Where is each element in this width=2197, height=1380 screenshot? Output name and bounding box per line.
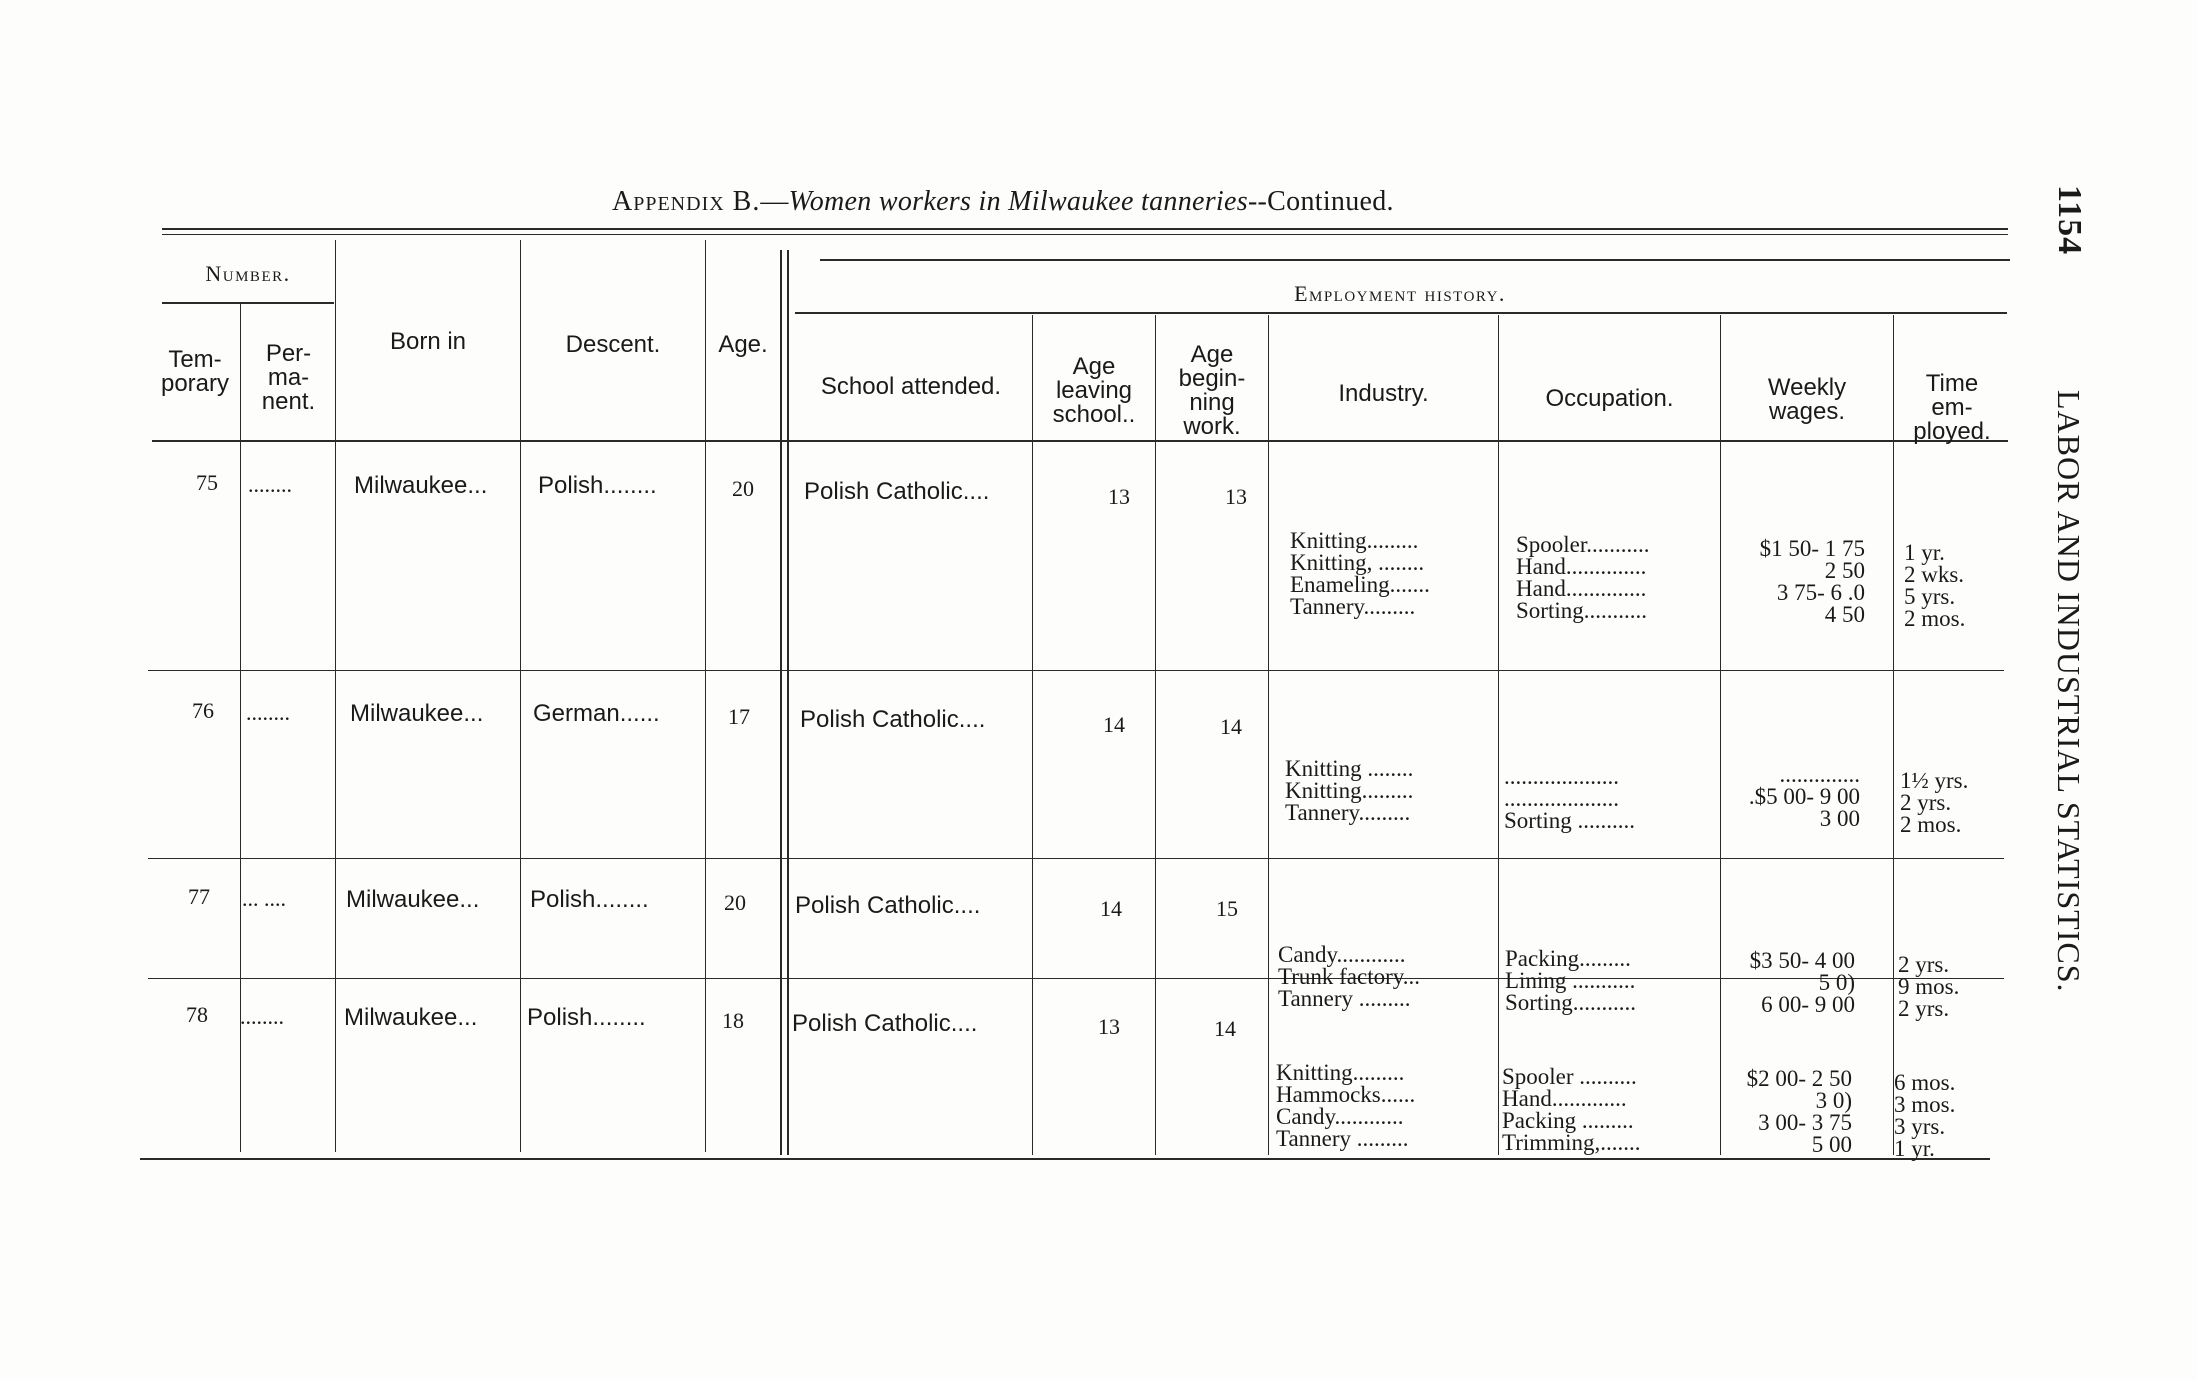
cell-industry: Candy............ Trunk factory... Tannery .........	[1278, 942, 1421, 1011]
header-born-in: Born in	[389, 328, 467, 355]
col-rule-school-leaving	[1032, 315, 1033, 1155]
header-employment-history: Employment history.	[1294, 281, 1506, 306]
cell-permanent: ........	[248, 472, 292, 497]
cell-temporary: 78	[186, 1002, 208, 1027]
cell-age-leaving: 14	[1100, 896, 1122, 921]
col-rule-begin-industry	[1268, 315, 1269, 1155]
cell-time: 2 yrs. 9 mos. 2 yrs.	[1898, 952, 1960, 1021]
cell-age-leaving: 13	[1108, 484, 1130, 509]
employment-underline	[795, 312, 2007, 314]
cell-time: 1 yr. 2 wks. 5 yrs. 2 mos.	[1904, 540, 1966, 631]
running-title: LABOR AND INDUSTRIAL STATISTICS.	[2051, 390, 2087, 993]
cell-temporary: 76	[192, 698, 214, 723]
caption-trail: --Continued.	[1247, 186, 1394, 217]
col-rule-leaving-begin	[1155, 315, 1156, 1155]
cell-age-beginning: 15	[1216, 896, 1238, 921]
header-age-leaving-school: Age leaving school..	[1052, 353, 1136, 428]
cell-permanent: ........	[240, 1004, 284, 1029]
cell-occupation: Spooler........... Hand.............. Hand.............. Sorting...........	[1516, 532, 1650, 623]
header-number: Number.	[205, 261, 291, 286]
header-bottom-rule	[152, 440, 2008, 442]
header-age-beginning-work: Age begin- ning work.	[1178, 341, 1246, 440]
cell-industry: Knitting......... Knitting, ........ Enameling....... Tannery.........	[1290, 528, 1430, 619]
header-weekly-wages: Weekly wages.	[1767, 374, 1847, 425]
side-header	[2050, 185, 2088, 255]
cell-born-in: Milwaukee...	[344, 1004, 478, 1031]
col-rule-age-school-a	[780, 250, 782, 1155]
running-title-wrap	[2050, 390, 2087, 993]
row-rule-1	[148, 670, 2004, 671]
header-school-attended: School attended.	[820, 373, 1002, 400]
cell-industry: Knitting......... Hammocks...... Candy............ Tannery .........	[1276, 1060, 1416, 1151]
cell-occupation: .................... .................... Sorting ..........	[1504, 764, 1635, 833]
header-descent: Descent.	[565, 331, 661, 358]
col-rule-perm-born	[335, 240, 336, 1152]
cell-permanent: ... ....	[242, 886, 286, 911]
col-rule-descent-age	[705, 240, 706, 1152]
cell-temporary: 75	[196, 470, 218, 495]
cell-school: Polish Catholic....	[804, 478, 990, 505]
caption-title: Women workers in Milwaukee tanneries	[788, 186, 1248, 217]
table-caption: Appendix B.—Women workers in Milwaukee tanneries--Continued.	[612, 186, 1394, 217]
col-rule-born-descent	[520, 240, 521, 1152]
number-underline	[162, 302, 334, 304]
header-occupation: Occupation.	[1545, 385, 1674, 412]
cell-wages: $2 00- 2 50 3 0) 3 00- 3 75 5 00	[1746, 1066, 1852, 1157]
header-temporary: Tem- porary	[160, 346, 230, 397]
cell-descent: German......	[533, 700, 660, 727]
cell-wages: $3 50- 4 00 5 0) 6 00- 9 00	[1749, 948, 1855, 1017]
top-rule-1	[162, 228, 2008, 230]
cell-occupation: Packing......... Lining ........... Sorting...........	[1505, 946, 1636, 1015]
header-permanent: Per- ma- nent.	[261, 340, 316, 415]
cell-descent: Polish........	[538, 472, 657, 499]
page-number: 1154	[2051, 185, 2088, 256]
cell-wages: $1 50- 1 75 2 50 3 75- 6 .0 4 50	[1759, 536, 1865, 627]
cell-descent: Polish........	[527, 1004, 646, 1031]
header-age: Age.	[718, 331, 768, 358]
cell-occupation: Spooler .......... Hand............. Packing ......... Trimming,.......	[1502, 1064, 1641, 1155]
cell-born-in: Milwaukee...	[346, 886, 480, 913]
cell-age: 18	[722, 1008, 744, 1033]
cell-industry: Knitting ........ Knitting......... Tannery.........	[1285, 756, 1414, 825]
cell-age: 20	[732, 476, 754, 501]
cell-born-in: Milwaukee...	[350, 700, 484, 727]
top-rule-3	[820, 259, 2010, 261]
header-time-employed: Time em- ployed.	[1913, 370, 1991, 445]
cell-wages: .............. .$5 00- 9 00 3 00	[1748, 762, 1860, 831]
cell-school: Polish Catholic....	[800, 706, 986, 733]
cell-born-in: Milwaukee...	[354, 472, 488, 499]
cell-age-beginning: 14	[1220, 714, 1242, 739]
cell-age-leaving: 14	[1103, 712, 1125, 737]
top-rule-2	[162, 234, 2008, 235]
cell-school: Polish Catholic....	[792, 1010, 978, 1037]
cell-age-beginning: 13	[1225, 484, 1247, 509]
cell-time: 1½ yrs. 2 yrs. 2 mos.	[1900, 768, 1969, 837]
cell-age-beginning: 14	[1214, 1016, 1236, 1041]
cell-school: Polish Catholic....	[795, 892, 981, 919]
col-rule-age-school-b	[787, 250, 789, 1155]
col-rule-industry-occupation	[1498, 315, 1499, 1155]
caption-lead: Appendix B.	[612, 186, 761, 217]
cell-age-leaving: 13	[1098, 1014, 1120, 1039]
cell-age: 17	[728, 704, 750, 729]
cell-descent: Polish........	[530, 886, 649, 913]
header-industry: Industry.	[1338, 380, 1429, 407]
cell-age: 20	[724, 890, 746, 915]
cell-permanent: ........	[246, 700, 290, 725]
cell-time: 6 mos. 3 mos. 3 yrs. 1 yr.	[1894, 1070, 1956, 1161]
cell-temporary: 77	[188, 884, 210, 909]
